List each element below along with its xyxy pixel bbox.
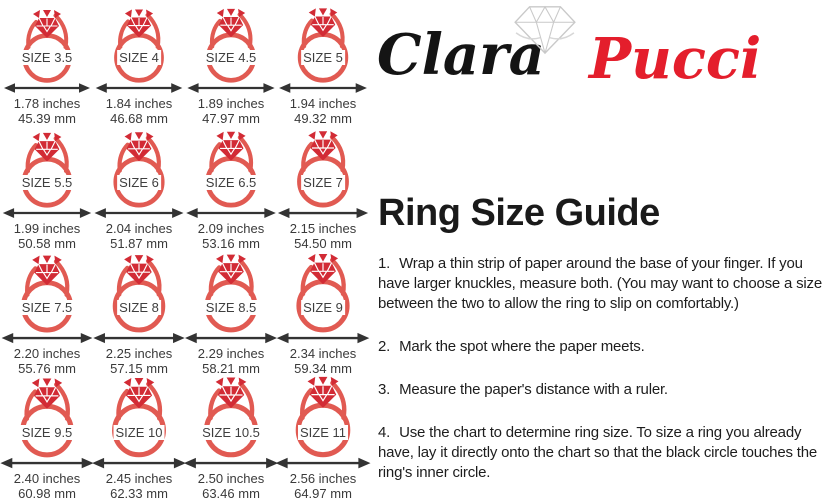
ring-with-diameter-arrow-icon (91, 254, 187, 343)
ring-illustration (94, 134, 184, 218)
ring-mm: 46.68 mm (110, 111, 168, 126)
ring-mm: 58.21 mm (202, 361, 260, 376)
ring-mm: 55.76 mm (18, 361, 76, 376)
ring-mm: 63.46 mm (202, 486, 260, 501)
ring-illustration (278, 9, 368, 93)
ring-measurements (106, 471, 173, 501)
ring-illustration (2, 259, 92, 343)
ring-inches: 2.50 inches (197, 471, 265, 486)
diamond-outline-icon (513, 2, 577, 56)
step-number: 2. (378, 338, 391, 355)
ring-mm: 59.34 mm (294, 361, 352, 376)
ring-measurements (290, 96, 357, 126)
ring-size-label: SIZE 8.5 (205, 300, 257, 315)
ring-with-diameter-arrow-icon (90, 377, 188, 469)
ring-size-label: SIZE 10 (115, 425, 163, 440)
ring-illustration (94, 9, 184, 93)
ring-inches: 2.15 inches (289, 221, 357, 236)
ring-measurements (198, 346, 265, 376)
ring-size-label: SIZE 4 (119, 50, 159, 65)
ring-mm: 47.97 mm (202, 111, 260, 126)
ring-inches: 1.78 inches (13, 96, 81, 111)
ring-mm: 64.97 mm (294, 486, 352, 501)
ring-illustration (2, 9, 92, 93)
ring-measurements (290, 471, 357, 501)
ring-illustration (186, 9, 276, 93)
ring-size-cell (185, 125, 277, 250)
logo-text-pucci: Pucci (589, 26, 762, 92)
page-title: Ring Size Guide (378, 192, 660, 234)
ring-inches: 1.89 inches (197, 96, 265, 111)
step-text: Mark the spot where the paper meets. (399, 338, 645, 355)
step-number: 3. (378, 381, 391, 398)
ring-illustration (186, 384, 276, 468)
guide-panel (377, 0, 835, 501)
ring-size-label: SIZE 8 (119, 300, 159, 315)
instruction-step (378, 337, 835, 357)
ring-mm: 53.16 mm (202, 236, 260, 251)
ring-size-label: SIZE 11 (299, 425, 347, 440)
ring-size-label: SIZE 10.5 (202, 425, 260, 440)
ring-size-label: SIZE 7.5 (21, 300, 73, 315)
ring-size-label: SIZE 5.5 (21, 175, 73, 190)
ring-inches: 1.99 inches (13, 221, 81, 236)
step-number: 1. (378, 255, 391, 272)
ring-inches: 2.45 inches (105, 471, 173, 486)
ring-size-cell (93, 125, 185, 250)
ring-size-cell (93, 375, 185, 500)
ring-measurements (14, 346, 81, 376)
ring-size-cell (277, 250, 369, 375)
ring-size-label: SIZE 9 (303, 300, 343, 315)
ring-with-diameter-arrow-icon (275, 253, 372, 343)
ring-mm: 50.58 mm (18, 236, 76, 251)
ring-mm: 49.32 mm (294, 111, 352, 126)
ring-measurements (290, 221, 357, 251)
ring-measurements (198, 221, 265, 251)
ring-inches: 2.25 inches (105, 346, 173, 361)
ring-measurements (106, 96, 173, 126)
clara-pucci-logo (377, 0, 835, 104)
ring-illustration (186, 259, 276, 343)
ring-inches: 2.29 inches (197, 346, 265, 361)
ring-measurements (14, 96, 81, 126)
ring-measurements (198, 471, 265, 501)
ring-illustration (94, 259, 184, 343)
ring-mm: 45.39 mm (18, 111, 76, 126)
ring-size-cell (185, 250, 277, 375)
ring-size-cell (93, 0, 185, 125)
ring-mm: 57.15 mm (110, 361, 168, 376)
ring-measurements (14, 221, 81, 251)
ring-measurements (106, 221, 173, 251)
step-number: 4. (378, 424, 391, 441)
ring-mm: 62.33 mm (110, 486, 168, 501)
ring-illustration (2, 384, 92, 468)
ring-illustration (186, 134, 276, 218)
step-text: Wrap a thin strip of paper around the base of your finger. If you have larger knuckles, measure both. (You may want to choose a size between the two to allow the ring to slip on comfortably.) (378, 255, 822, 312)
ring-size-cell (1, 0, 93, 125)
ring-illustration (278, 259, 368, 343)
ring-with-diameter-arrow-icon (0, 255, 95, 344)
ring-inches: 2.09 inches (197, 221, 265, 236)
ring-illustration (94, 384, 184, 468)
ring-size-label: SIZE 4.5 (205, 50, 257, 65)
ring-measurements (290, 346, 357, 376)
ring-size-cell (1, 375, 93, 500)
ring-inches: 2.56 inches (289, 471, 357, 486)
ring-size-label: SIZE 6.5 (205, 175, 257, 190)
instruction-step (378, 254, 835, 314)
ring-mm: 54.50 mm (294, 236, 352, 251)
ring-size-cell (93, 250, 185, 375)
instruction-step (378, 423, 835, 483)
logo-text-clara: Clara (377, 22, 545, 88)
ring-size-label: SIZE 5 (303, 50, 343, 65)
ring-measurements (198, 96, 265, 126)
ring-with-diameter-arrow-icon (183, 254, 279, 344)
ring-inches: 2.40 inches (13, 471, 81, 486)
ring-measurements (106, 346, 173, 376)
ring-mm: 60.98 mm (18, 486, 76, 501)
ring-with-diameter-arrow-icon (0, 377, 96, 468)
ring-size-cell (277, 375, 369, 500)
ring-inches: 1.94 inches (289, 96, 357, 111)
ring-size-cell (1, 125, 93, 250)
ring-inches: 2.34 inches (289, 346, 357, 361)
instructions (378, 254, 835, 501)
ring-with-diameter-arrow-icon (182, 376, 281, 468)
ring-inches: 1.84 inches (105, 96, 173, 111)
step-text: Use the chart to determine ring size. To size a ring you already have, lay it directly onto the chart so that the black circle touches the ring's inner circle. (378, 424, 817, 481)
ring-size-label: SIZE 6 (119, 175, 159, 190)
ring-illustration (2, 134, 92, 218)
ring-inches: 2.20 inches (13, 346, 81, 361)
ring-size-cell (185, 375, 277, 500)
ring-measurements (14, 471, 81, 501)
ring-inches: 2.04 inches (105, 221, 173, 236)
ring-size-label: SIZE 7 (303, 175, 343, 190)
ring-illustration (278, 384, 368, 468)
ring-size-cell (185, 0, 277, 125)
ring-size-label: SIZE 9.5 (21, 425, 73, 440)
ring-size-cell (277, 125, 369, 250)
ring-illustration (278, 134, 368, 218)
step-text: Measure the paper's distance with a ruler. (399, 381, 668, 398)
ring-with-diameter-arrow-icon (273, 376, 372, 469)
ring-size-label: SIZE 3.5 (21, 50, 73, 65)
ring-size-cell (1, 250, 93, 375)
ring-mm: 51.87 mm (110, 236, 168, 251)
instruction-step (378, 380, 835, 400)
ring-size-cell (277, 0, 369, 125)
ring-size-chart (1, 0, 371, 501)
